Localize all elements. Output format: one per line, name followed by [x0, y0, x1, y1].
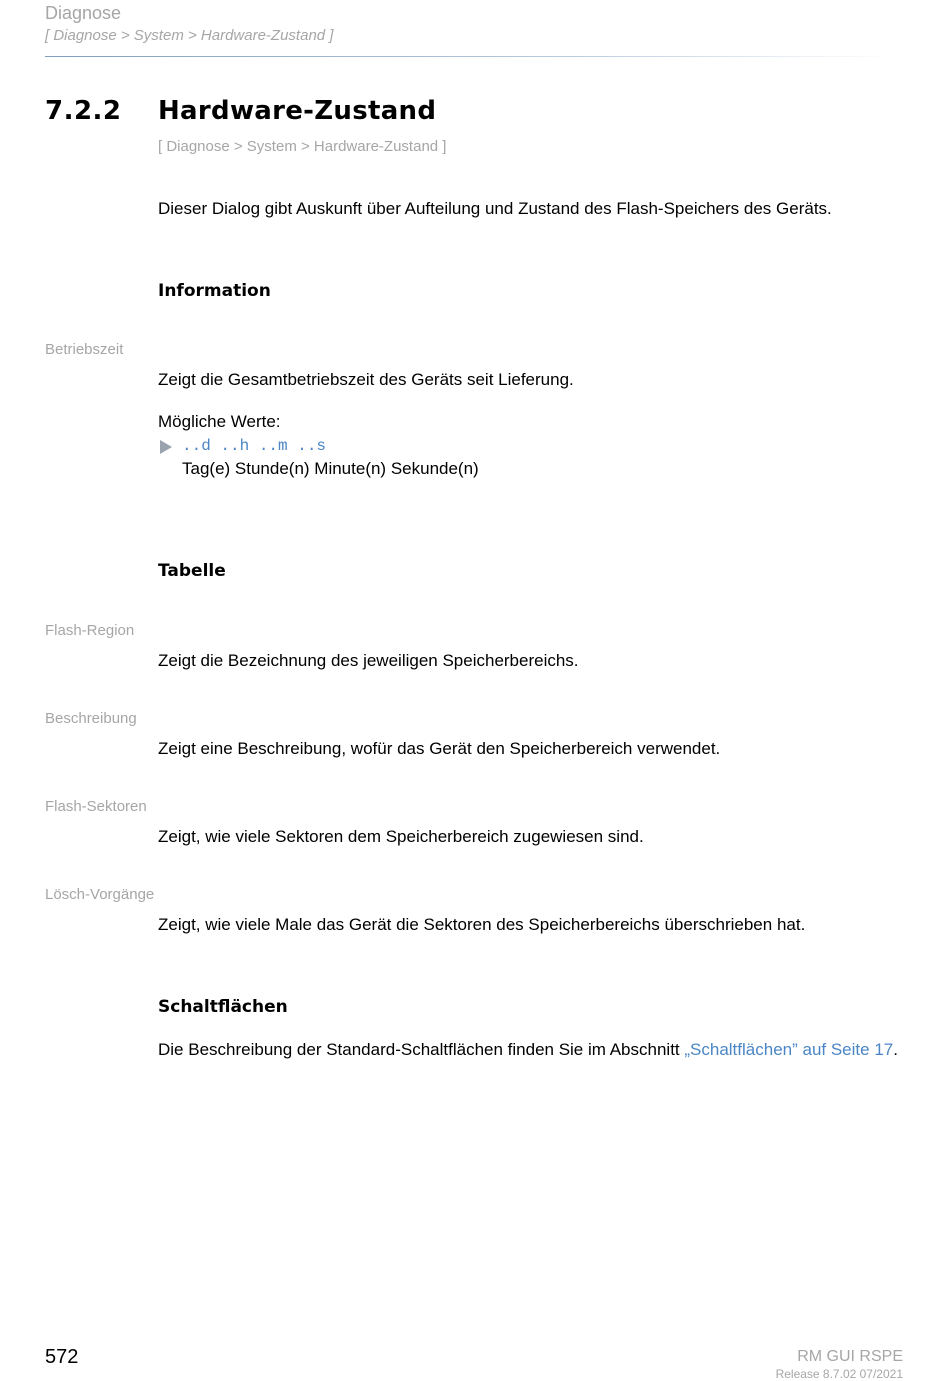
field-description-betriebszeit: Zeigt die Gesamtbetriebszeit des Geräts seit Lieferung.: [158, 370, 574, 389]
running-header-title: Diagnose: [45, 3, 122, 23]
section-breadcrumb: [ Diagnose > System > Hardware-Zustand ]: [158, 138, 447, 155]
field-description-flash-region: Zeigt die Bezeichnung des jeweiligen Speicherbereichs.: [158, 651, 579, 670]
field-description-flash-sektoren: Zeigt, wie viele Sektoren dem Speicherbereich zugewiesen sind.: [158, 827, 644, 846]
field-description-loesch-vorgaenge: Zeigt, wie viele Male das Gerät die Sektoren des Speicherbereichs überschrieben hat.: [158, 915, 806, 934]
header-divider: [45, 56, 895, 57]
buttons-description-end: .: [893, 1040, 898, 1059]
information-heading: Information: [158, 281, 271, 301]
buttons-description: [158, 1039, 898, 1061]
schaltflaechen-page-link[interactable]: „Schaltflächen” auf Seite 17: [684, 1040, 894, 1059]
document-id: RM GUI RSPE: [797, 1348, 903, 1365]
buttons-heading: Schaltflächen: [158, 997, 288, 1017]
table-heading: Tabelle: [158, 561, 226, 581]
value-meaning: Tag(e) Stunde(n) Minute(n) Sekunde(n): [182, 459, 479, 478]
section-number: 7.2.2: [45, 96, 122, 126]
field-label-loesch-vorgaenge: Lösch-Vorgänge: [45, 886, 155, 903]
field-label-flash-region: Flash-Region: [45, 622, 135, 639]
field-label-betriebszeit: Betriebszeit: [45, 341, 124, 358]
possible-values-label: Mögliche Werte:: [158, 412, 281, 431]
buttons-description-text: Die Beschreibung der Standard-Schaltflächen finden Sie im Abschnitt: [158, 1040, 685, 1059]
field-description-beschreibung: Zeigt eine Beschreibung, wofür das Gerät den Speicherbereich verwendet.: [158, 739, 721, 758]
value-format: ..d ..h ..m ..s: [182, 437, 327, 455]
running-header-breadcrumb: [ Diagnose > System > Hardware-Zustand ]: [45, 27, 334, 44]
page-number: 572: [45, 1346, 79, 1368]
release-info: Release 8.7.02 07/2021: [775, 1367, 903, 1381]
field-label-beschreibung: Beschreibung: [45, 710, 137, 727]
field-label-flash-sektoren: Flash-Sektoren: [45, 798, 147, 815]
bullet-triangle-icon: [160, 440, 172, 454]
section-title: Hardware-Zustand: [158, 96, 437, 126]
section-intro: Dieser Dialog gibt Auskunft über Aufteilung und Zustand des Flash-Speichers des Geräts.: [158, 199, 832, 218]
